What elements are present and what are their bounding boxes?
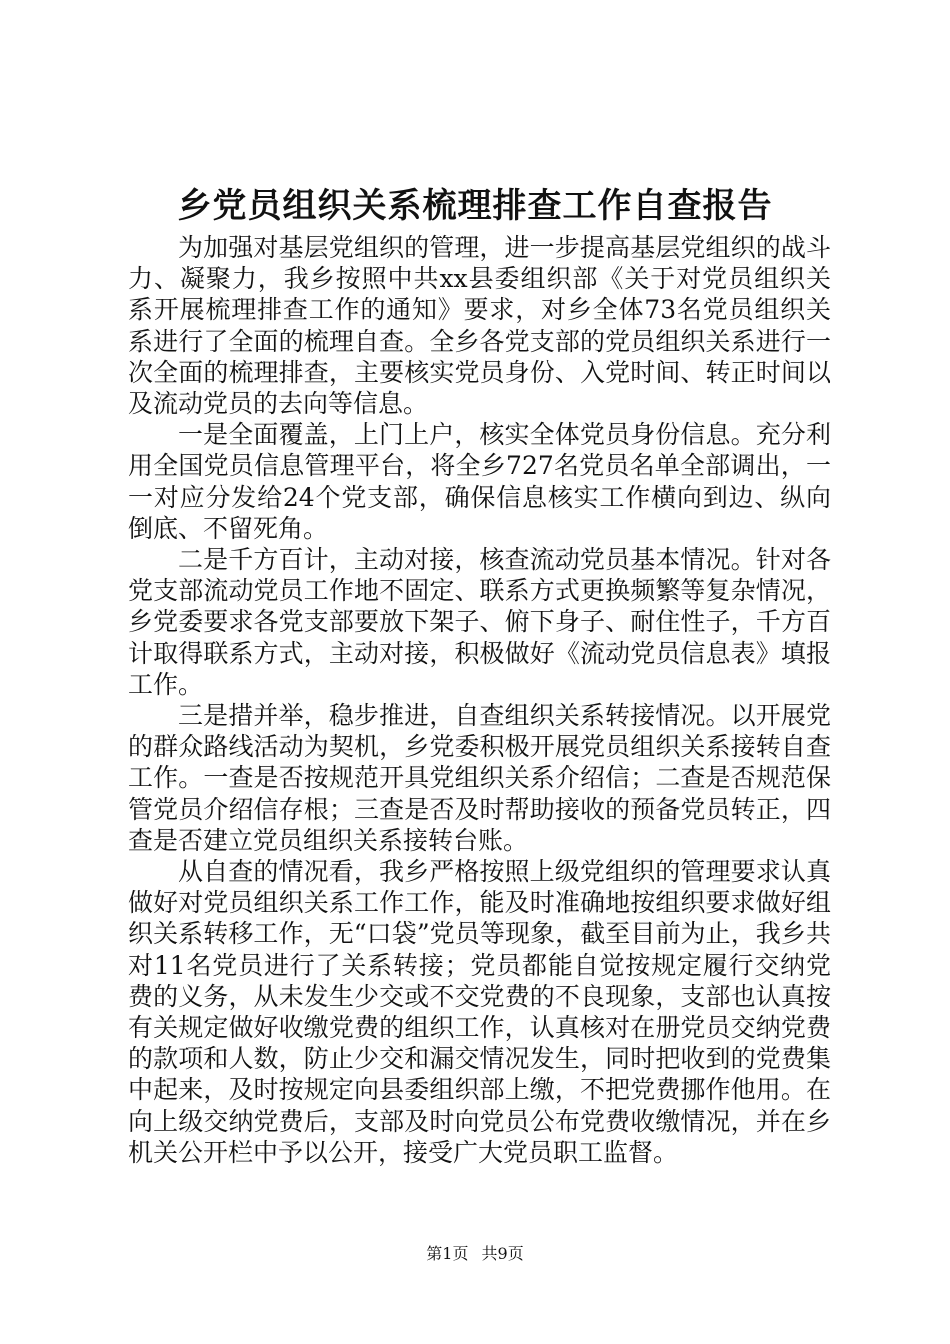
page-number-current: 第1页 xyxy=(426,1244,469,1263)
paragraph-point-two: 二是千方百计，主动对接，核查流动党员基本情况。针对各党支部流动党员工作地不固定、联系方式更换频繁等复杂情况，乡党委要求各党支部要放下架子、俯下身子、耐住性子，千方百计取得联系方式，主动对接，积极做好《流动党员信息表》填报工作。 xyxy=(128,545,831,699)
paragraph-conclusion: 从自查的情况看，我乡严格按照上级党组织的管理要求认真做好对党员组织关系工作工作，能及时准确地按组织要求做好组织关系转移工作，无“口袋”党员等现象，截至目前为止，我乡共对11名党员进行了关系转接；党员都能自觉按规定履行交纳党费的义务，从未发生少交或不交党费的不良现象，支部也认真按有关规定做好收缴党费的组织工作，认真核对在册党员交纳党费的款项和人数，防止少交和漏交情况发生，同时把收到的党费集中起来，及时按规定向县委组织部上缴，不把党费挪作他用。在向上级交纳党费后，支部及时向党员公布党费收缴情况，并在乡机关公开栏中予以公开，接受广大党员职工监督。 xyxy=(128,857,831,1167)
page-footer xyxy=(0,1243,950,1265)
document-title: 乡党员组织关系梳理排查工作自查报告 xyxy=(177,186,773,226)
document-body xyxy=(128,232,831,1168)
page-number-total: 共9页 xyxy=(481,1244,524,1263)
paragraph-intro: 为加强对基层党组织的管理，进一步提高基层党组织的战斗力、凝聚力，我乡按照中共xx县委组织部《关于对党员组织关系开展梳理排查工作的通知》要求，对乡全体73名党员组织关系进行了全面的梳理自查。全乡各党支部的党员组织关系进行一次全面的梳理排查，主要核实党员身份、入党时间、转正时间以及流动党员的去向等信息。 xyxy=(128,233,831,419)
paragraph-point-one: 一是全面覆盖，上门上户，核实全体党员身份信息。充分利用全国党员信息管理平台，将全乡727名党员名单全部调出，一一对应分发给24个党支部，确保信息核实工作横向到边、纵向倒底、不留死角。 xyxy=(128,420,831,543)
paragraph-point-three: 三是措并举，稳步推进，自查组织关系转接情况。以开展党的群众路线活动为契机，乡党委积极开展党员组织关系接转自查工作。一查是否按规范开具党组织关系介绍信；二查是否规范保管党员介绍信存根；三查是否及时帮助接收的预备党员转正，四查是否建立党员组织关系接转台账。 xyxy=(128,701,831,855)
